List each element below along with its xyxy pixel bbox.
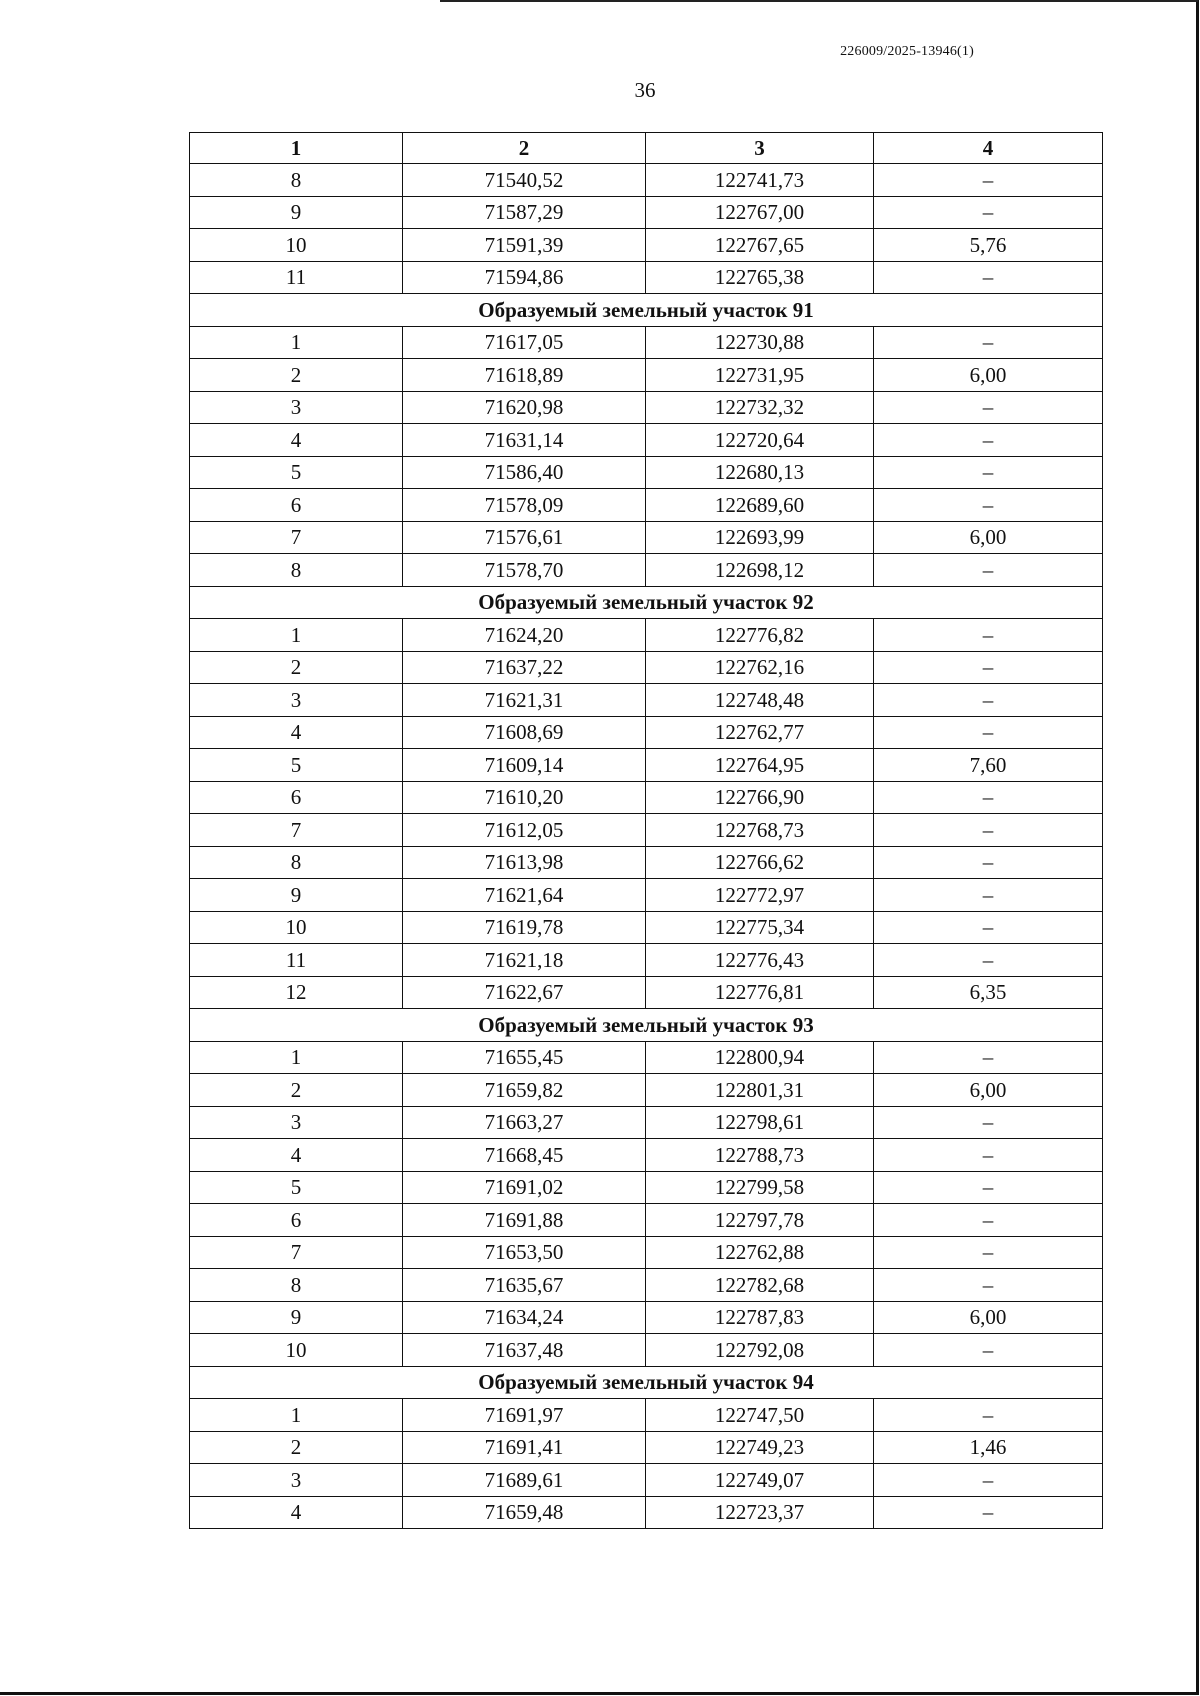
table-cell-col2: 71624,20 — [403, 619, 646, 652]
table-cell-col4: – — [874, 1204, 1103, 1237]
table-cell-col1: 9 — [190, 879, 403, 912]
table-row — [190, 1496, 1103, 1529]
table-cell-col2: 71621,64 — [403, 879, 646, 912]
table-cell-col1: 1 — [190, 619, 403, 652]
table-cell-col4: 6,00 — [874, 521, 1103, 554]
table-cell-col1: 4 — [190, 716, 403, 749]
table-cell-col3: 122782,68 — [646, 1269, 874, 1302]
table-cell-col4: – — [874, 1269, 1103, 1302]
table-cell-col2: 71637,48 — [403, 1334, 646, 1367]
table-cell-col2: 71691,41 — [403, 1431, 646, 1464]
table-row — [190, 781, 1103, 814]
table-cell-col4: – — [874, 261, 1103, 294]
section-title: Образуемый земельный участок 94 — [190, 1366, 1103, 1399]
coordinates-table-wrapper — [189, 132, 1102, 1529]
table-cell-col3: 122698,12 — [646, 554, 874, 587]
table-cell-col2: 71613,98 — [403, 846, 646, 879]
table-cell-col1: 10 — [190, 1334, 403, 1367]
table-cell-col4: 6,35 — [874, 976, 1103, 1009]
table-cell-col1: 11 — [190, 261, 403, 294]
table-cell-col4: 1,46 — [874, 1431, 1103, 1464]
table-cell-col3: 122748,48 — [646, 684, 874, 717]
table-cell-col1: 8 — [190, 164, 403, 197]
table-cell-col4: – — [874, 196, 1103, 229]
table-row — [190, 879, 1103, 912]
table-cell-col1: 1 — [190, 1041, 403, 1074]
table-cell-col3: 122732,32 — [646, 391, 874, 424]
table-cell-col1: 8 — [190, 554, 403, 587]
table-cell-col2: 71578,09 — [403, 489, 646, 522]
table-cell-col1: 8 — [190, 1269, 403, 1302]
table-cell-col1: 5 — [190, 1171, 403, 1204]
table-cell-col1: 4 — [190, 1496, 403, 1529]
table-cell-col2: 71587,29 — [403, 196, 646, 229]
table-cell-col2: 71631,14 — [403, 424, 646, 457]
section-title: Образуемый земельный участок 92 — [190, 586, 1103, 619]
section-title: Образуемый земельный участок 91 — [190, 294, 1103, 327]
section-row — [190, 294, 1103, 327]
section-title: Образуемый земельный участок 93 — [190, 1009, 1103, 1042]
table-cell-col4: 6,00 — [874, 359, 1103, 392]
table-cell-col4: – — [874, 554, 1103, 587]
table-cell-col4: – — [874, 651, 1103, 684]
table-row — [190, 1464, 1103, 1497]
table-cell-col1: 1 — [190, 326, 403, 359]
table-row — [190, 684, 1103, 717]
table-cell-col3: 122798,61 — [646, 1106, 874, 1139]
table-cell-col3: 122765,38 — [646, 261, 874, 294]
table-cell-col1: 7 — [190, 814, 403, 847]
table-row — [190, 651, 1103, 684]
table-cell-col2: 71621,31 — [403, 684, 646, 717]
table-row — [190, 749, 1103, 782]
table-cell-col3: 122768,73 — [646, 814, 874, 847]
table-cell-col3: 122762,77 — [646, 716, 874, 749]
table-cell-col2: 71655,45 — [403, 1041, 646, 1074]
table-cell-col4: – — [874, 911, 1103, 944]
table-cell-col4: – — [874, 164, 1103, 197]
table-row — [190, 1269, 1103, 1302]
table-cell-col3: 122787,83 — [646, 1301, 874, 1334]
table-row — [190, 1041, 1103, 1074]
table-cell-col3: 122731,95 — [646, 359, 874, 392]
table-cell-col2: 71659,48 — [403, 1496, 646, 1529]
table-cell-col4: – — [874, 781, 1103, 814]
table-cell-col3: 122776,43 — [646, 944, 874, 977]
table-row — [190, 1139, 1103, 1172]
table-row — [190, 1171, 1103, 1204]
table-cell-col1: 2 — [190, 651, 403, 684]
section-row — [190, 1009, 1103, 1042]
table-cell-col2: 71668,45 — [403, 1139, 646, 1172]
table-cell-col1: 10 — [190, 229, 403, 262]
table-row — [190, 846, 1103, 879]
table-cell-col1: 9 — [190, 196, 403, 229]
table-cell-col4: – — [874, 944, 1103, 977]
table-cell-col4: – — [874, 1496, 1103, 1529]
table-row — [190, 619, 1103, 652]
table-row — [190, 1431, 1103, 1464]
table-row — [190, 944, 1103, 977]
table-cell-col2: 71634,24 — [403, 1301, 646, 1334]
table-cell-col4: – — [874, 391, 1103, 424]
table-cell-col2: 71609,14 — [403, 749, 646, 782]
table-row — [190, 229, 1103, 262]
table-row — [190, 1301, 1103, 1334]
table-cell-col4: – — [874, 326, 1103, 359]
table-row — [190, 554, 1103, 587]
table-row — [190, 814, 1103, 847]
table-cell-col3: 122762,16 — [646, 651, 874, 684]
table-cell-col3: 122775,34 — [646, 911, 874, 944]
table-cell-col2: 71576,61 — [403, 521, 646, 554]
table-row — [190, 1399, 1103, 1432]
table-row — [190, 489, 1103, 522]
table-cell-col2: 71622,67 — [403, 976, 646, 1009]
table-cell-col2: 71540,52 — [403, 164, 646, 197]
table-cell-col4: – — [874, 424, 1103, 457]
table-cell-col2: 71591,39 — [403, 229, 646, 262]
page-number: 36 — [634, 78, 656, 102]
table-cell-col4: – — [874, 489, 1103, 522]
table-cell-col4: – — [874, 814, 1103, 847]
table-cell-col4: – — [874, 1041, 1103, 1074]
table-cell-col2: 71612,05 — [403, 814, 646, 847]
table-cell-col3: 122766,90 — [646, 781, 874, 814]
table-cell-col1: 7 — [190, 1236, 403, 1269]
table-cell-col3: 122689,60 — [646, 489, 874, 522]
table-cell-col2: 71594,86 — [403, 261, 646, 294]
table-cell-col3: 122776,82 — [646, 619, 874, 652]
section-row — [190, 586, 1103, 619]
table-row — [190, 976, 1103, 1009]
table-row — [190, 261, 1103, 294]
table-row — [190, 1204, 1103, 1237]
column-header-2: 2 — [403, 133, 646, 164]
table-cell-col3: 122730,88 — [646, 326, 874, 359]
table-cell-col2: 71586,40 — [403, 456, 646, 489]
table-row — [190, 424, 1103, 457]
table-cell-col3: 122772,97 — [646, 879, 874, 912]
table-cell-col3: 122747,50 — [646, 1399, 874, 1432]
table-cell-col1: 5 — [190, 456, 403, 489]
table-cell-col4: – — [874, 456, 1103, 489]
table-cell-col4: – — [874, 1171, 1103, 1204]
table-cell-col2: 71620,98 — [403, 391, 646, 424]
table-cell-col1: 3 — [190, 1106, 403, 1139]
table-cell-col2: 71689,61 — [403, 1464, 646, 1497]
table-cell-col2: 71663,27 — [403, 1106, 646, 1139]
table-cell-col4: – — [874, 1106, 1103, 1139]
table-cell-col1: 2 — [190, 359, 403, 392]
table-row — [190, 456, 1103, 489]
table-cell-col4: – — [874, 846, 1103, 879]
table-cell-col3: 122800,94 — [646, 1041, 874, 1074]
table-cell-col3: 122680,13 — [646, 456, 874, 489]
table-cell-col1: 4 — [190, 1139, 403, 1172]
table-cell-col4: – — [874, 619, 1103, 652]
table-cell-col4: – — [874, 1334, 1103, 1367]
table-cell-col3: 122749,23 — [646, 1431, 874, 1464]
table-cell-col4: – — [874, 879, 1103, 912]
table-body — [190, 164, 1103, 1529]
table-row — [190, 164, 1103, 197]
table-cell-col2: 71659,82 — [403, 1074, 646, 1107]
table-row — [190, 359, 1103, 392]
table-cell-col1: 1 — [190, 1399, 403, 1432]
column-header-4: 4 — [874, 133, 1103, 164]
table-cell-col3: 122767,00 — [646, 196, 874, 229]
table-cell-col4: – — [874, 1464, 1103, 1497]
table-cell-col2: 71610,20 — [403, 781, 646, 814]
table-row — [190, 326, 1103, 359]
table-cell-col1: 6 — [190, 489, 403, 522]
table-row — [190, 391, 1103, 424]
table-cell-col1: 10 — [190, 911, 403, 944]
column-header-1: 1 — [190, 133, 403, 164]
table-cell-col4: 6,00 — [874, 1074, 1103, 1107]
table-cell-col4: 5,76 — [874, 229, 1103, 262]
table-cell-col4: – — [874, 716, 1103, 749]
table-cell-col3: 122797,78 — [646, 1204, 874, 1237]
table-cell-col1: 11 — [190, 944, 403, 977]
table-row — [190, 716, 1103, 749]
table-cell-col1: 3 — [190, 684, 403, 717]
table-cell-col3: 122749,07 — [646, 1464, 874, 1497]
table-cell-col4: – — [874, 1139, 1103, 1172]
table-row — [190, 521, 1103, 554]
table-row — [190, 911, 1103, 944]
table-row — [190, 1106, 1103, 1139]
table-cell-col1: 3 — [190, 391, 403, 424]
table-cell-col1: 6 — [190, 1204, 403, 1237]
table-cell-col4: – — [874, 684, 1103, 717]
table-cell-col2: 71619,78 — [403, 911, 646, 944]
section-row — [190, 1366, 1103, 1399]
table-cell-col1: 2 — [190, 1074, 403, 1107]
table-cell-col1: 2 — [190, 1431, 403, 1464]
table-row — [190, 196, 1103, 229]
table-cell-col2: 71608,69 — [403, 716, 646, 749]
table-cell-col3: 122764,95 — [646, 749, 874, 782]
table-cell-col1: 4 — [190, 424, 403, 457]
table-cell-col1: 3 — [190, 1464, 403, 1497]
table-cell-col3: 122762,88 — [646, 1236, 874, 1269]
table-cell-col3: 122767,65 — [646, 229, 874, 262]
table-cell-col1: 6 — [190, 781, 403, 814]
table-cell-col3: 122766,62 — [646, 846, 874, 879]
table-cell-col2: 71653,50 — [403, 1236, 646, 1269]
table-cell-col3: 122801,31 — [646, 1074, 874, 1107]
table-cell-col1: 9 — [190, 1301, 403, 1334]
table-cell-col2: 71691,97 — [403, 1399, 646, 1432]
column-header-3: 3 — [646, 133, 874, 164]
table-cell-col3: 122792,08 — [646, 1334, 874, 1367]
table-cell-col2: 71618,89 — [403, 359, 646, 392]
table-cell-col4: 6,00 — [874, 1301, 1103, 1334]
top-rule — [440, 0, 1198, 2]
table-row — [190, 1236, 1103, 1269]
table-cell-col2: 71578,70 — [403, 554, 646, 587]
table-cell-col4: – — [874, 1236, 1103, 1269]
table-cell-col3: 122741,73 — [646, 164, 874, 197]
table-cell-col4: 7,60 — [874, 749, 1103, 782]
table-cell-col3: 122693,99 — [646, 521, 874, 554]
table-cell-col1: 8 — [190, 846, 403, 879]
document-id: 226009/2025-13946(1) — [840, 44, 974, 59]
table-cell-col2: 71617,05 — [403, 326, 646, 359]
table-cell-col1: 7 — [190, 521, 403, 554]
table-cell-col2: 71635,67 — [403, 1269, 646, 1302]
coordinates-table — [189, 132, 1103, 1529]
table-cell-col3: 122723,37 — [646, 1496, 874, 1529]
table-cell-col2: 71637,22 — [403, 651, 646, 684]
table-cell-col3: 122720,64 — [646, 424, 874, 457]
table-cell-col2: 71621,18 — [403, 944, 646, 977]
table-cell-col4: – — [874, 1399, 1103, 1432]
table-cell-col1: 12 — [190, 976, 403, 1009]
table-cell-col3: 122788,73 — [646, 1139, 874, 1172]
table-cell-col3: 122799,58 — [646, 1171, 874, 1204]
table-cell-col3: 122776,81 — [646, 976, 874, 1009]
table-cell-col1: 5 — [190, 749, 403, 782]
table-cell-col2: 71691,88 — [403, 1204, 646, 1237]
table-cell-col2: 71691,02 — [403, 1171, 646, 1204]
table-row — [190, 1334, 1103, 1367]
table-header-row — [190, 133, 1103, 164]
table-row — [190, 1074, 1103, 1107]
